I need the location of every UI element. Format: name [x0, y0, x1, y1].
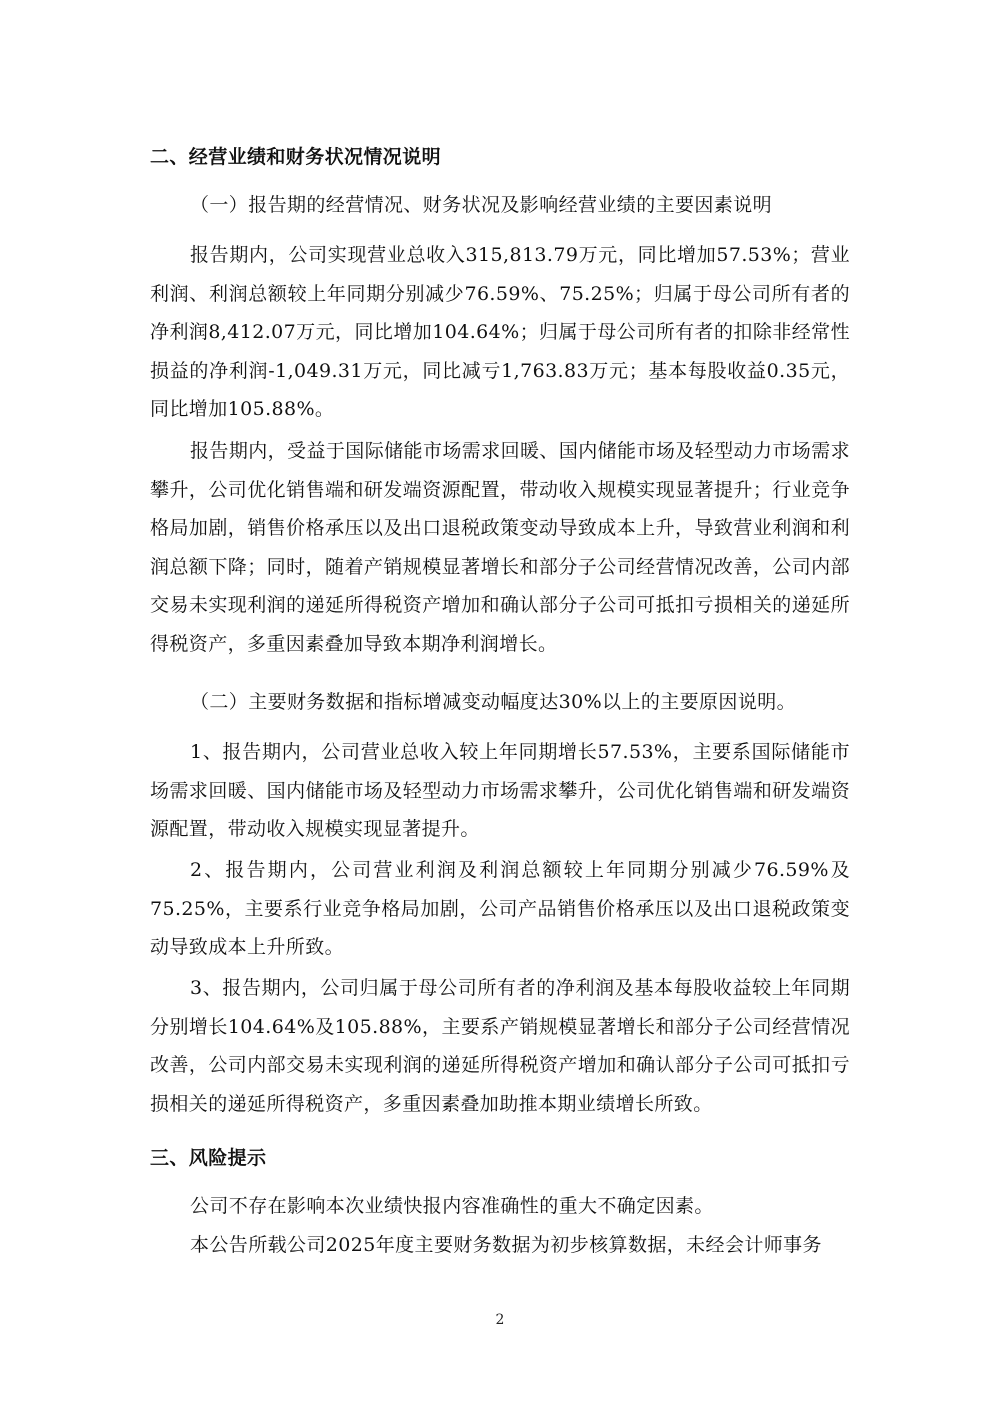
section-2-heading: 二、经营业绩和财务状况情况说明 [150, 146, 442, 168]
subsection-2-heading: （二）主要财务数据和指标增减变动幅度达30%以上的主要原因说明。 [190, 691, 797, 713]
subsection-1-heading: （一）报告期的经营情况、财务状况及影响经营业绩的主要因素说明 [190, 194, 773, 216]
subsection-1-paragraph-2: 报告期内，受益于国际储能市场需求回暖、国内储能市场及轻型动力市场需求攀升，公司优化销售端和研发端资源配置，带动收入规模实现显著提升；行业竞争格局加剧，销售价格承压以及出口退税政策变动导致成本上升，导致营业利润和利润总额下降；同时，随着产销规模显著增长和部分子公司经营情况改善，公司内部交易未实现利润的递延所得税资产增加和确认部分子公司可抵扣亏损相关的递延所得税资产，多重因素叠加导致本期净利润增长。 [150, 440, 850, 655]
section-3-heading: 三、风险提示 [150, 1147, 267, 1169]
section-3-paragraph-2: 本公告所载公司2025年度主要财务数据为初步核算数据，未经会计师事务 [190, 1234, 822, 1256]
section-3-paragraph-1: 公司不存在影响本次业绩快报内容准确性的重大不确定因素。 [190, 1195, 714, 1217]
subsection-1-paragraph-1: 报告期内，公司实现营业总收入315,813.79万元，同比增加57.53%；营业利润、利润总额较上年同期分别减少76.59%、75.25%；归属于母公司所有者的净利润8,412.07万元，同比增加104.64%；归属于母公司所有者的扣除非经常性损益的净利润-1,049.31万元，同比减亏1,763.83万元；基本每股收益0.35元，同比增加105.88%。 [150, 244, 850, 420]
subsection-2-item-1: 1、报告期内，公司营业总收入较上年同期增长57.53%，主要系国际储能市场需求回暖、国内储能市场及轻型动力市场需求攀升，公司优化销售端和研发端资源配置，带动收入规模实现显著提升。 [150, 741, 850, 840]
subsection-2-item-3: 3、报告期内，公司归属于母公司所有者的净利润及基本每股收益较上年同期分别增长104.64%及105.88%，主要系产销规模显著增长和部分子公司经营情况改善，公司内部交易未实现利润的递延所得税资产增加和确认部分子公司可抵扣亏损相关的递延所得税资产，多重因素叠加助推本期业绩增长所致。 [150, 977, 850, 1115]
page-number: 2 [495, 1312, 505, 1328]
subsection-2-item-2: 2、报告期内，公司营业利润及利润总额较上年同期分别减少76.59%及75.25%，主要系行业竞争格局加剧，公司产品销售价格承压以及出口退税政策变动导致成本上升所致。 [150, 859, 850, 958]
